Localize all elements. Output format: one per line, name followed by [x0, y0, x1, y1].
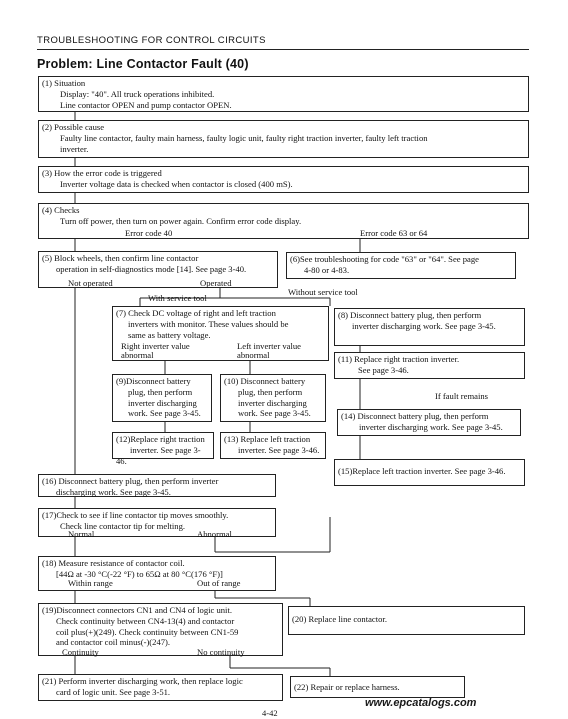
label-right-inverter-abnormal: abnormal: [121, 350, 154, 360]
label-without-service-tool: Without service tool: [288, 287, 358, 297]
label-continuity: Continuity: [62, 647, 99, 657]
step-8-text: (8) Disconnect battery plug, then perform: [338, 310, 482, 320]
step-16-disconnect-battery: [38, 474, 276, 497]
watermark: www.epcatalogs.com: [365, 697, 477, 709]
section-header: TROUBLESHOOTING FOR CONTROL CIRCUITS: [37, 35, 266, 46]
step-12-replace-right-inverter: [112, 432, 214, 466]
step-14-text: (14) Disconnect battery plug, then perform: [341, 411, 489, 421]
step-15-replace-left-inverter: [334, 459, 525, 486]
step-7-text: inverters with monitor. These values should be: [128, 318, 289, 329]
step-1-text: Line contactor OPEN and pump contactor OPEN.: [60, 99, 232, 110]
step-19-text: Check continuity between CN4-13(4) and contactor: [56, 615, 235, 626]
step-9-text: plug, then perform: [128, 386, 193, 397]
label-not-operated: Not operated: [68, 278, 113, 288]
step-19-text: (19)Disconnect connectors CN1 and CN4 of logic unit.: [42, 605, 232, 615]
step-6-text: 4-80 or 4-83.: [304, 264, 350, 275]
step-11-text: See page 3-46.: [358, 364, 409, 375]
step-13-text: (13) Replace left traction: [224, 434, 311, 444]
label-within-range: Within range: [68, 578, 113, 588]
step-2-possible-cause: [38, 120, 529, 158]
step-1-situation: [38, 76, 529, 112]
step-4-checks: [38, 203, 529, 239]
step-13-replace-left-inverter: [220, 432, 326, 459]
label-abnormal: Abnormal: [197, 529, 232, 539]
step-22-repair-harness: [290, 676, 465, 698]
step-3-text: Inverter voltage data is checked when contactor is closed (400 mS).: [60, 178, 293, 189]
step-9-text: (9)Disconnect battery: [116, 376, 191, 386]
step-21-text: (21) Perform inverter discharging work, then replace logic: [42, 676, 243, 686]
label-out-of-range: Out of range: [197, 578, 241, 588]
step-10-disconnect-battery: [220, 374, 326, 422]
step-7-text: (7) Check DC voltage of right and left traction: [116, 308, 276, 318]
step-20-text: (20) Replace line contactor.: [292, 614, 387, 624]
step-22-text: (22) Repair or replace harness.: [294, 682, 400, 692]
step-17-text: (17)Check to see if line contactor tip moves smoothly.: [42, 510, 229, 520]
step-21-replace-logic-card: [38, 674, 283, 701]
step-6-see-troubleshooting: [286, 252, 516, 279]
step-21-text: card of logic unit. See page 3-51.: [56, 686, 171, 697]
label-left-inverter-abnormal: abnormal: [237, 350, 270, 360]
step-4-heading: (4) Checks: [42, 205, 80, 215]
step-10-text: inverter discharging: [238, 397, 307, 408]
step-13-text: inverter. See page 3-46.: [238, 444, 320, 455]
label-normal: Normal: [68, 529, 95, 539]
step-5-text: operation in self-diagnostics mode [14]. See page 3-40.: [56, 263, 247, 274]
page-number: 4-42: [262, 708, 278, 718]
label-left-inverter-abnormal: Left inverter value: [237, 341, 301, 351]
label-right-inverter-abnormal: Right inverter value: [121, 341, 190, 351]
step-12-text: inverter. See page 3-46.: [116, 444, 201, 466]
step-2-text: Faulty line contactor, faulty main harness, faulty logic unit, faulty right traction inverter, faulty left traction: [60, 132, 428, 143]
step-16-text: (16) Disconnect battery plug, then perform inverter: [42, 476, 219, 486]
step-5-text: (5) Block wheels, then confirm line contactor: [42, 253, 199, 263]
step-10-text: work. See page 3-45.: [238, 408, 311, 419]
label-with-service-tool: With service tool: [148, 293, 207, 303]
page-title: Problem: Line Contactor Fault (40): [37, 57, 249, 71]
step-2-text: inverter.: [60, 143, 89, 154]
label-no-continuity: No continuity: [197, 647, 245, 657]
step-10-text: (10) Disconnect battery: [224, 376, 306, 386]
step-8-disconnect-battery: [334, 308, 525, 346]
label-error-code-40: Error code 40: [125, 228, 173, 238]
step-9-text: work. See page 3-45.: [128, 408, 201, 419]
label-error-code-63-64: Error code 63 or 64: [360, 228, 428, 238]
step-1-text: Display: "40". All truck operations inhibited.: [60, 88, 215, 99]
step-19-text: and contactor coil minus(-)(247).: [56, 637, 171, 648]
step-3-trigger: [38, 166, 529, 193]
step-10-text: plug, then perform: [238, 386, 303, 397]
step-17-text: Check line contactor tip for melting.: [60, 520, 186, 531]
label-if-fault-remains: If fault remains: [435, 391, 488, 401]
step-12-text: (12)Replace right traction: [116, 434, 205, 444]
step-4-text: Turn off power, then turn on power again. Confirm error code display.: [60, 215, 302, 226]
label-operated: Operated: [200, 278, 232, 288]
step-18-text: [44Ω at -30 °C(-22 °F) to 65Ω at 80 °C(176 °F)]: [56, 568, 223, 579]
step-11-replace-right-inverter: [334, 352, 525, 379]
step-8-text: inverter discharging work. See page 3-45.: [352, 320, 496, 331]
step-18-text: (18) Measure resistance of contactor coil.: [42, 558, 185, 568]
step-14-text: inverter discharging work. See page 3-45.: [359, 421, 503, 432]
step-14-disconnect-battery: [337, 409, 521, 436]
step-6-text: (6)See troubleshooting for code "63" or "64". See page: [290, 254, 479, 264]
step-16-text: discharging work. See page 3-45.: [56, 486, 171, 497]
step-7-text: same as battery voltage.: [128, 329, 211, 340]
step-9-text: inverter discharging: [128, 397, 197, 408]
step-9-disconnect-battery: [112, 374, 212, 422]
step-3-heading: (3) How the error code is triggered: [42, 168, 162, 178]
step-19-text: coil plus(+)(249). Check continuity between CN1-59: [56, 626, 239, 637]
step-1-heading: (1) Situation: [42, 78, 86, 88]
step-15-text: (15)Replace left traction inverter. See page 3-46.: [338, 466, 506, 476]
step-20-replace-line-contactor: [288, 606, 525, 635]
step-2-heading: (2) Possible cause: [42, 122, 105, 132]
step-11-text: (11) Replace right traction inverter.: [338, 354, 460, 364]
